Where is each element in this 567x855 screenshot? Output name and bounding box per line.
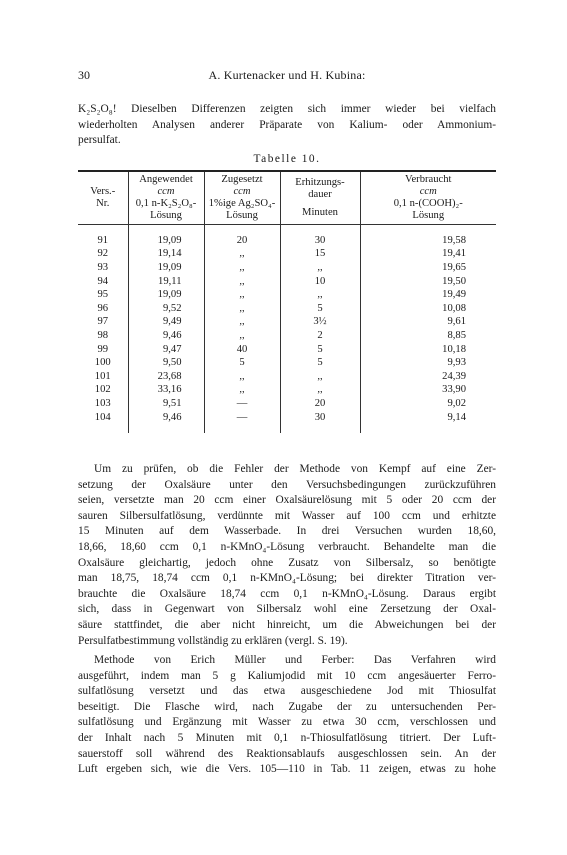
cell-verbraucht: 9,61 xyxy=(360,316,496,330)
cell-zugesetzt: ,, xyxy=(204,275,280,289)
cell-verbraucht: 19,65 xyxy=(360,261,496,275)
header-angewendet: Angewendet ccm 0,1 n-K₂S₂O₈- Lösung xyxy=(128,171,204,225)
table-row xyxy=(78,234,496,248)
cell-verbraucht: 24,39 xyxy=(360,370,496,384)
table-row xyxy=(78,288,496,302)
cell-verbraucht: 8,85 xyxy=(360,329,496,343)
table-row xyxy=(78,411,496,425)
cell-angewendet: 9,51 xyxy=(128,397,204,411)
cell-erhitzungsdauer: 10 xyxy=(280,275,360,289)
cell-zugesetzt: ,, xyxy=(204,248,280,262)
cell-vers-nr: 104 xyxy=(94,411,111,423)
cell-verbraucht: 9,02 xyxy=(360,397,496,411)
cell-verbraucht: 19,50 xyxy=(360,275,496,289)
text-line: sich, dass in Gegenwart von Silbersalz wohl eine Zersetzung der Oxal- xyxy=(78,603,496,616)
text-line: sulfatlösung und Ergänzung mit Wasser zu etwa 30 ccm, verschlossen und xyxy=(78,716,496,729)
text-line: beseitigt. Die Flasche wird, nach Zugabe der zu untersuchenden Per- xyxy=(78,700,496,713)
text-line: der Inhalt nach 5 Minuten mit 0,1 n-Thiosulfatlösung titriert. Der Luft- xyxy=(78,731,496,744)
cell-angewendet: 19,09 xyxy=(128,288,204,302)
cell-zugesetzt: ,, xyxy=(204,329,280,343)
header-erhitzungsdauer: Erhitzungs- dauer Minuten xyxy=(280,171,360,225)
paragraph-kempf xyxy=(78,462,496,649)
cell-angewendet: 19,14 xyxy=(128,248,204,262)
cell-zugesetzt: ,, xyxy=(204,316,280,330)
cell-erhitzungsdauer: 15 xyxy=(280,248,360,262)
text-line: persulfat. xyxy=(78,134,121,147)
cell-angewendet: 19,09 xyxy=(128,234,204,248)
text-line: ausgeführt, indem man 5 g Kaliumjodid mit 10 ccm angesäuerter Ferro- xyxy=(78,669,496,682)
page-header xyxy=(78,68,496,84)
table-row xyxy=(78,370,496,384)
cell-erhitzungsdauer: 2 xyxy=(280,329,360,343)
text-line: wiederholten Analysen anderer Präparate von Kalium- oder Ammonium- xyxy=(78,118,496,131)
table-row xyxy=(78,261,496,275)
cell-erhitzungsdauer: 5 xyxy=(280,343,360,357)
cell-vers-nr: 98 xyxy=(97,329,109,341)
cell-erhitzungsdauer: ,, xyxy=(280,370,360,384)
data-table xyxy=(78,170,496,433)
table-row xyxy=(78,302,496,316)
cell-angewendet: 19,11 xyxy=(128,275,204,289)
cell-angewendet: 9,52 xyxy=(128,302,204,316)
text-line: K₂S₂O₈! Dieselben Differenzen zeigten sich immer wieder bei vielfach xyxy=(78,103,496,115)
cell-verbraucht: 19,58 xyxy=(360,234,496,248)
text-line: 18,66, 18,60 ccm 0,1 n-KMnO₄-Lösung verbraucht. Behandelte man die xyxy=(78,540,496,553)
table-row xyxy=(78,316,496,330)
cell-zugesetzt: 5 xyxy=(204,356,280,370)
cell-erhitzungsdauer: ,, xyxy=(280,384,360,398)
cell-vers-nr: 103 xyxy=(94,397,111,409)
cell-vers-nr: 100 xyxy=(94,357,111,369)
text-line: sulfatlösung versetzt und das etwa ausgeschiedene Jod mit Thiosulfat xyxy=(78,685,496,698)
cell-verbraucht: 9,93 xyxy=(360,356,496,370)
cell-verbraucht: 10,08 xyxy=(360,302,496,316)
cell-angewendet: 9,46 xyxy=(128,329,204,343)
text-line: brauchte die Oxalsäure 18,74 ccm 0,1 n-KMnO₄-Lösung. Daraus ergibt xyxy=(78,587,496,600)
text-line: setzung der Oxalsäure unter den Versuchsbedingungen zurückzuführen xyxy=(78,478,496,491)
table-row xyxy=(78,384,496,398)
cell-angewendet: 23,68 xyxy=(128,370,204,384)
table-row xyxy=(78,275,496,289)
cell-zugesetzt: ,, xyxy=(204,370,280,384)
text-line: 15 Minuten auf dem Wasserbade. In drei Versuchen wurden 18,60, xyxy=(78,525,496,538)
cell-vers-nr: 101 xyxy=(94,370,111,382)
cell-vers-nr: 99 xyxy=(97,343,109,355)
cell-vers-nr: 102 xyxy=(94,384,111,396)
cell-zugesetzt: ,, xyxy=(204,384,280,398)
cell-erhitzungsdauer: 5 xyxy=(280,356,360,370)
page-number: 30 xyxy=(78,68,90,82)
cell-erhitzungsdauer: 30 xyxy=(280,234,360,248)
cell-angewendet: 9,46 xyxy=(128,411,204,425)
cell-vers-nr: 93 xyxy=(97,261,109,273)
cell-erhitzungsdauer: 20 xyxy=(280,397,360,411)
cell-zugesetzt: — xyxy=(204,411,280,425)
text-line: Um zu prüfen, ob die Fehler der Methode von Kempf auf eine Zer- xyxy=(94,463,496,475)
cell-erhitzungsdauer: ,, xyxy=(280,288,360,302)
cell-erhitzungsdauer: 5 xyxy=(280,302,360,316)
text-line: Luft ergeben sich, wie die Vers. 105—110 in Tab. 11 zeigen, etwas zu hohe xyxy=(78,763,496,776)
cell-angewendet: 19,09 xyxy=(128,261,204,275)
cell-angewendet: 9,50 xyxy=(128,356,204,370)
text-line: man 18,75, 18,74 ccm 0,1 n-KMnO₄-Lösung; bei direkter Titration ver- xyxy=(78,572,496,585)
cell-erhitzungsdauer: 30 xyxy=(280,411,360,425)
paragraph-mueller-ferber xyxy=(78,653,496,778)
cell-vers-nr: 97 xyxy=(97,316,109,328)
cell-zugesetzt: ,, xyxy=(204,288,280,302)
cell-verbraucht: 19,49 xyxy=(360,288,496,302)
header-zugesetzt: Zugesetzt ccm 1%ige Ag₂SO₄- Lösung xyxy=(204,171,280,225)
text-line: Persulfatbestimmung vollständig zu erklären (vergl. S. 19). xyxy=(78,634,348,647)
cell-zugesetzt: ,, xyxy=(204,302,280,316)
cell-verbraucht: 10,18 xyxy=(360,343,496,357)
cell-vers-nr: 94 xyxy=(97,275,109,287)
table-row xyxy=(78,248,496,262)
cell-verbraucht: 33,90 xyxy=(360,384,496,398)
table-header-row xyxy=(78,171,496,225)
text-line: säure stattfindet, die aber nicht hinreicht, um die Abweichungen bei der xyxy=(78,618,496,631)
cell-zugesetzt: 40 xyxy=(204,343,280,357)
header-verbraucht: Verbraucht ccm 0,1 n-(COOH)₂- Lösung xyxy=(360,171,496,225)
table-row xyxy=(78,356,496,370)
intro-paragraph xyxy=(78,102,496,149)
cell-verbraucht: 9,14 xyxy=(360,411,496,425)
running-head: A. Kurtenacker und H. Kubina: xyxy=(208,68,366,82)
cell-vers-nr: 96 xyxy=(97,302,109,314)
table-spacer xyxy=(78,424,496,433)
cell-erhitzungsdauer: ,, xyxy=(280,261,360,275)
cell-erhitzungsdauer: 3½ xyxy=(280,316,360,330)
table-caption: Tabelle 10. xyxy=(253,153,321,165)
cell-angewendet: 9,49 xyxy=(128,316,204,330)
cell-vers-nr: 91 xyxy=(97,234,109,246)
cell-vers-nr: 92 xyxy=(97,248,109,260)
cell-zugesetzt: — xyxy=(204,397,280,411)
cell-angewendet: 33,16 xyxy=(128,384,204,398)
cell-angewendet: 9,47 xyxy=(128,343,204,357)
cell-zugesetzt: ,, xyxy=(204,261,280,275)
text-line: sauerstoff soll während des Reaktionsablaufs ausgeschlossen sein. An der xyxy=(78,747,496,760)
header-vers-nr: Vers.- Nr. xyxy=(90,186,116,209)
text-line: Oxalsäure gleichartig, jedoch ohne Zusatz von Silbersalz, so benötigte xyxy=(78,556,496,569)
text-line: seien, versetzte man 20 ccm einer Oxalsäurelösung mit 5 oder 20 ccm der xyxy=(78,494,496,507)
table-row xyxy=(78,343,496,357)
text-line: Methode von Erich Müller und Ferber: Das Verfahren wird xyxy=(94,654,496,666)
table-row xyxy=(78,329,496,343)
table-row xyxy=(78,397,496,411)
text-line: sauren Silbersulfatlösung, verdünnte mit Wasser auf 100 ccm und erhitzte xyxy=(78,509,496,522)
table-spacer xyxy=(78,225,496,235)
cell-vers-nr: 95 xyxy=(97,289,109,301)
cell-zugesetzt: 20 xyxy=(204,234,280,248)
cell-verbraucht: 19,41 xyxy=(360,248,496,262)
